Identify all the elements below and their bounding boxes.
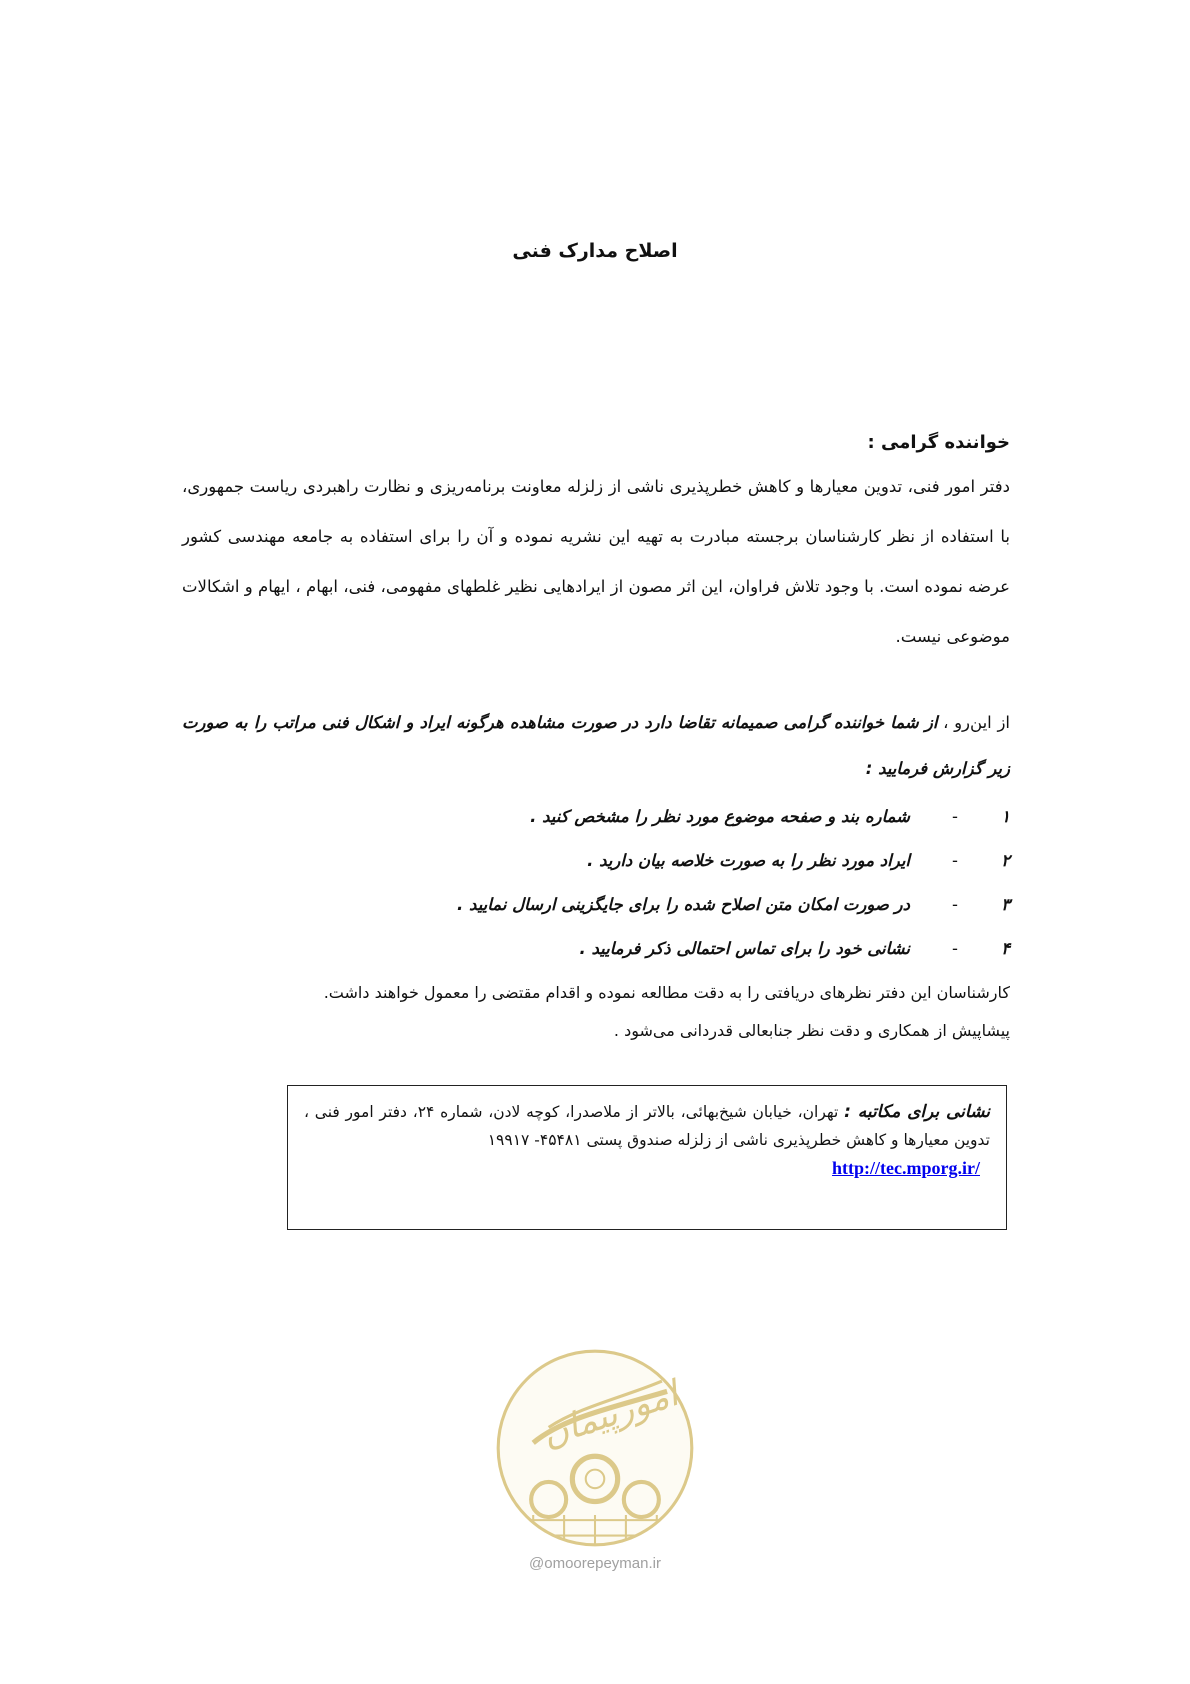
item-dash: - bbox=[952, 807, 958, 826]
item-number: ۲ bbox=[1001, 851, 1010, 870]
item-text: در صورت امکان متن اصلاح شده را برای جایگزینی ارسال نمایید . bbox=[457, 895, 910, 914]
closing-line-1: کارشناسان این دفتر نظرهای دریافتی را به دقت مطالعه نموده و اقدام مقتضی را معمول خواهند داشت. bbox=[323, 983, 1010, 1002]
request-paragraph bbox=[182, 700, 1010, 792]
item-dash: - bbox=[952, 851, 958, 870]
omoorepeyman-logo bbox=[492, 1345, 698, 1551]
item-text: شماره بند و صفحه موضوع مورد نظر را مشخص کنید . bbox=[530, 807, 910, 826]
greeting: خواننده گرامی : bbox=[867, 432, 1010, 453]
request-emphasis: از شما خواننده گرامی صمیمانه تقاضا دارد در صورت مشاهده هرگونه ایراد و اشکال فنی مراتب را به صورت زیر گزارش فرمایید : bbox=[182, 713, 1010, 778]
item-number: ۳ bbox=[1001, 895, 1010, 914]
address-text: تهران، خیابان شیخ‌بهائی، بالاتر از ملاصدرا، کوچه لادن، شماره ۲۴، دفتر امور فنی ، تدوین معیارها و کاهش خطرپذیری ناشی از زلزله صندوق پستی ۴۵۴۸۱- ۱۹۹۱۷ bbox=[304, 1103, 990, 1149]
item-text: نشانی خود را برای تماس احتمالی ذکر فرمایید . bbox=[579, 939, 910, 958]
item-dash: - bbox=[952, 939, 958, 958]
closing-note bbox=[182, 974, 1010, 1050]
logo-caption: @omoorepeyman.ir bbox=[529, 1555, 661, 1572]
mailing-address-box bbox=[287, 1085, 1007, 1230]
address-label: نشانی برای مکاتبه : bbox=[844, 1102, 990, 1122]
request-prefix: از این‌رو ، bbox=[937, 713, 1010, 732]
page-title: اصلاح مدارک فنی bbox=[512, 240, 678, 262]
item-number: ۱ bbox=[1001, 807, 1010, 826]
report-instructions-list bbox=[182, 798, 1010, 968]
website-link[interactable]: http://tec.mporg.ir/ bbox=[832, 1158, 980, 1178]
list-item bbox=[182, 842, 1010, 880]
list-item bbox=[182, 930, 1010, 968]
item-dash: - bbox=[952, 895, 958, 914]
logo-wordmark: امورپیمان bbox=[536, 1373, 684, 1456]
closing-line-2: پیشاپیش از همکاری و دقت نظر جنابعالی قدردانی می‌شود . bbox=[613, 1021, 1010, 1040]
list-item bbox=[182, 798, 1010, 836]
document-body bbox=[182, 428, 1010, 1050]
item-number: ۴ bbox=[1001, 939, 1010, 958]
item-text: ایراد مورد نظر را به صورت خلاصه بیان دارید . bbox=[587, 851, 910, 870]
list-item bbox=[182, 886, 1010, 924]
intro-paragraph: دفتر امور فنی، تدوین معیارها و کاهش خطرپذیری ناشی از زلزله معاونت برنامه‌ریزی و نظارت راهبردی ریاست جمهوری، با استفاده از نظر کارشناسان برجسته مبادرت به تهیه این نشریه نموده و آن را برای استفاده به جامعه مهندسی کشور عرضه نموده است. با وجود تلاش فراوان، این اثر مصون از ایرادهایی نظیر غلطهای مفهومی، فنی، ابهام ، ایهام و اشکالات موضوعی نیست. bbox=[182, 477, 1010, 646]
